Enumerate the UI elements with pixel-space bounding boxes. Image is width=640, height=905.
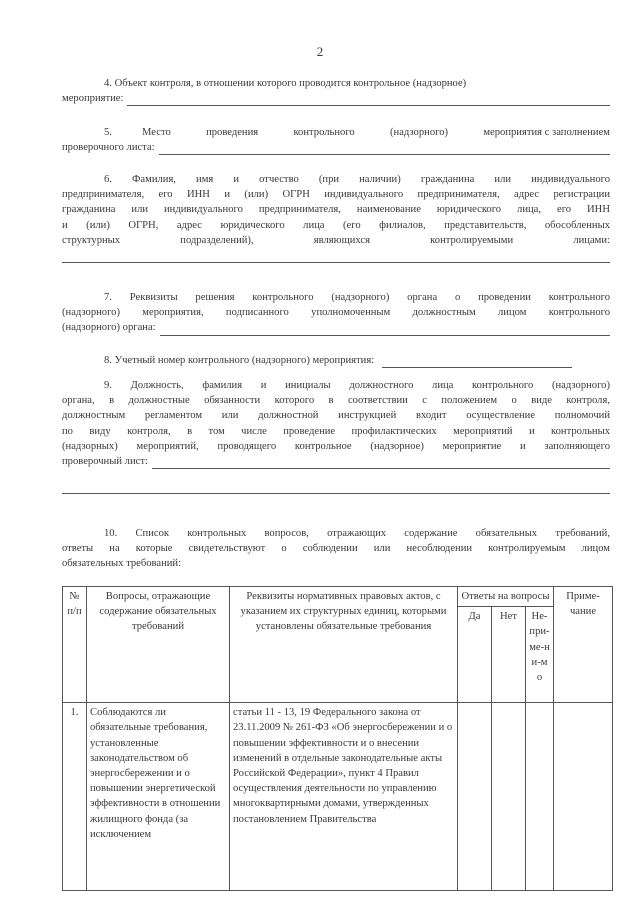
item-6-controlled-person (62, 172, 610, 263)
item-5-place (62, 125, 610, 155)
item-8-label: 8. Учетный номер контрольного (надзорного) мероприятия: (104, 355, 375, 366)
checklist-table (62, 586, 613, 891)
item-9-blank-field-2[interactable] (62, 479, 610, 494)
item-7-blank-field[interactable] (160, 324, 610, 336)
table-row (63, 703, 613, 891)
item-6-line-2: предпринимателя, его ИНН и (или) ОГРН индивидуального предпринимателя, адрес регистрации (62, 189, 610, 201)
note-cell[interactable] (554, 703, 613, 891)
item-9-line-3: должностным регламентом или должностной инструкцией входит осуществление полномочий (62, 410, 610, 422)
answer-na-cell[interactable] (526, 703, 554, 891)
item-5-word: мероприятия с заполнением (483, 127, 610, 138)
item-8-blank-field[interactable] (382, 356, 572, 368)
item-9-line-5: (надзорных) мероприятий, проводящего контрольное (надзорное) мероприятие и заполняющего (62, 440, 610, 452)
item-6-line-4: и (или) ОГРН, адрес юридического лица (его филиалов, представительств, обособленных (62, 219, 610, 231)
item-5-label: проверочного листа: (62, 142, 155, 154)
item-10-line-1: 10. Список контрольных вопросов, отражающих содержание обязательных требований, (104, 528, 610, 539)
item-5-word: Место (142, 127, 171, 138)
item-10-line-3: обязательных требований: (62, 558, 182, 570)
answer-yes-cell[interactable] (458, 703, 492, 891)
item-7-decision-requisites (62, 290, 610, 336)
item-4-line-1: 4. Объект контроля, в отношении которого проводится контрольное (надзорное) (104, 78, 467, 89)
header-requisites: Реквизиты нормативных правовых актов, с указанием их структурных единиц, которыми установлены обязательные требования (230, 587, 458, 703)
item-6-word: подразделений), (180, 234, 254, 246)
answer-no-cell[interactable] (492, 703, 526, 891)
item-4-label: мероприятие: (62, 93, 124, 105)
item-9-line-1: 9. Должность, фамилия и инициалы должностного лица контрольного (надзорного) (104, 380, 610, 391)
row-question: Соблюдаются ли обязательные требования, установленные законодательством об энергосбережении и о повышении энергетической эффективности в отношении жилищного фонда (за исключением (87, 703, 230, 891)
item-9-blank-field[interactable] (152, 457, 610, 469)
item-7-line-1: 7. Реквизиты решения контрольного (надзорного) органа о проведении контрольного (104, 292, 610, 303)
page-number: 2 (316, 44, 324, 59)
item-9-line-4: по виду контроля, в том числе проведение профилактических мероприятий и контрольных (62, 425, 610, 437)
header-yes: Да (458, 607, 492, 703)
item-5-word: 5. (104, 127, 112, 138)
item-9-label: проверочный лист: (62, 456, 148, 468)
item-6-word: контролируемыми (430, 234, 514, 246)
row-requisites: статьи 11 - 13, 19 Федерального закона от 23.11.2009 № 261-ФЗ «Об энергосбережении и о повышении эффективности и о внесении изменений в отдельные законодательные акты Российской Федерации», пункт 4 Правил осуществления деятельности по управлению многоквартирными домами, утвержденных постановлением Правительства (230, 703, 458, 891)
item-6-word: лицами: (573, 234, 610, 246)
item-5-word: (надзорного) (390, 127, 449, 138)
header-number: № п/п (63, 587, 87, 703)
row-number: 1. (63, 703, 87, 891)
table-header-row (63, 587, 613, 607)
item-4-object-of-control (62, 76, 610, 106)
item-6-blank-field[interactable] (62, 248, 610, 263)
item-10-line-2: ответы на которые свидетельствуют о соблюдении или несоблюдении контролируемым лицом (62, 543, 610, 555)
item-5-word: контрольного (293, 127, 355, 138)
header-note: Приме-чание (554, 587, 613, 703)
item-9-official (62, 378, 610, 494)
header-answers: Ответы на вопросы (458, 587, 554, 607)
item-5-blank-field[interactable] (159, 143, 610, 155)
item-6-line-3: гражданина или индивидуального предпринимателя, наименование юридического лица, его ИНН (62, 204, 610, 216)
header-questions: Вопросы, отражающие содержание обязательных требований (87, 587, 230, 703)
item-10-question-list (62, 526, 610, 572)
item-8-registration-number (62, 353, 610, 368)
header-no: Нет (492, 607, 526, 703)
item-6-word: структурных (62, 234, 121, 246)
item-6-line-1: 6. Фамилия, имя и отчество (при наличии) гражданина или индивидуального (104, 174, 610, 185)
item-6-word: являющихся (313, 234, 370, 246)
item-7-label: (надзорного) органа: (62, 322, 156, 334)
header-not-applicable: Не-при-ме-ни-мо (526, 607, 554, 703)
item-9-line-2: органа, в должностные обязанности которого в соответствии с положением о виде контроля, (62, 395, 610, 407)
item-5-word: проведения (206, 127, 259, 138)
item-4-blank-field[interactable] (127, 94, 610, 106)
item-7-line-2: (надзорного) мероприятия, подписанного уполномоченным должностным лицом контрольного (62, 307, 610, 319)
